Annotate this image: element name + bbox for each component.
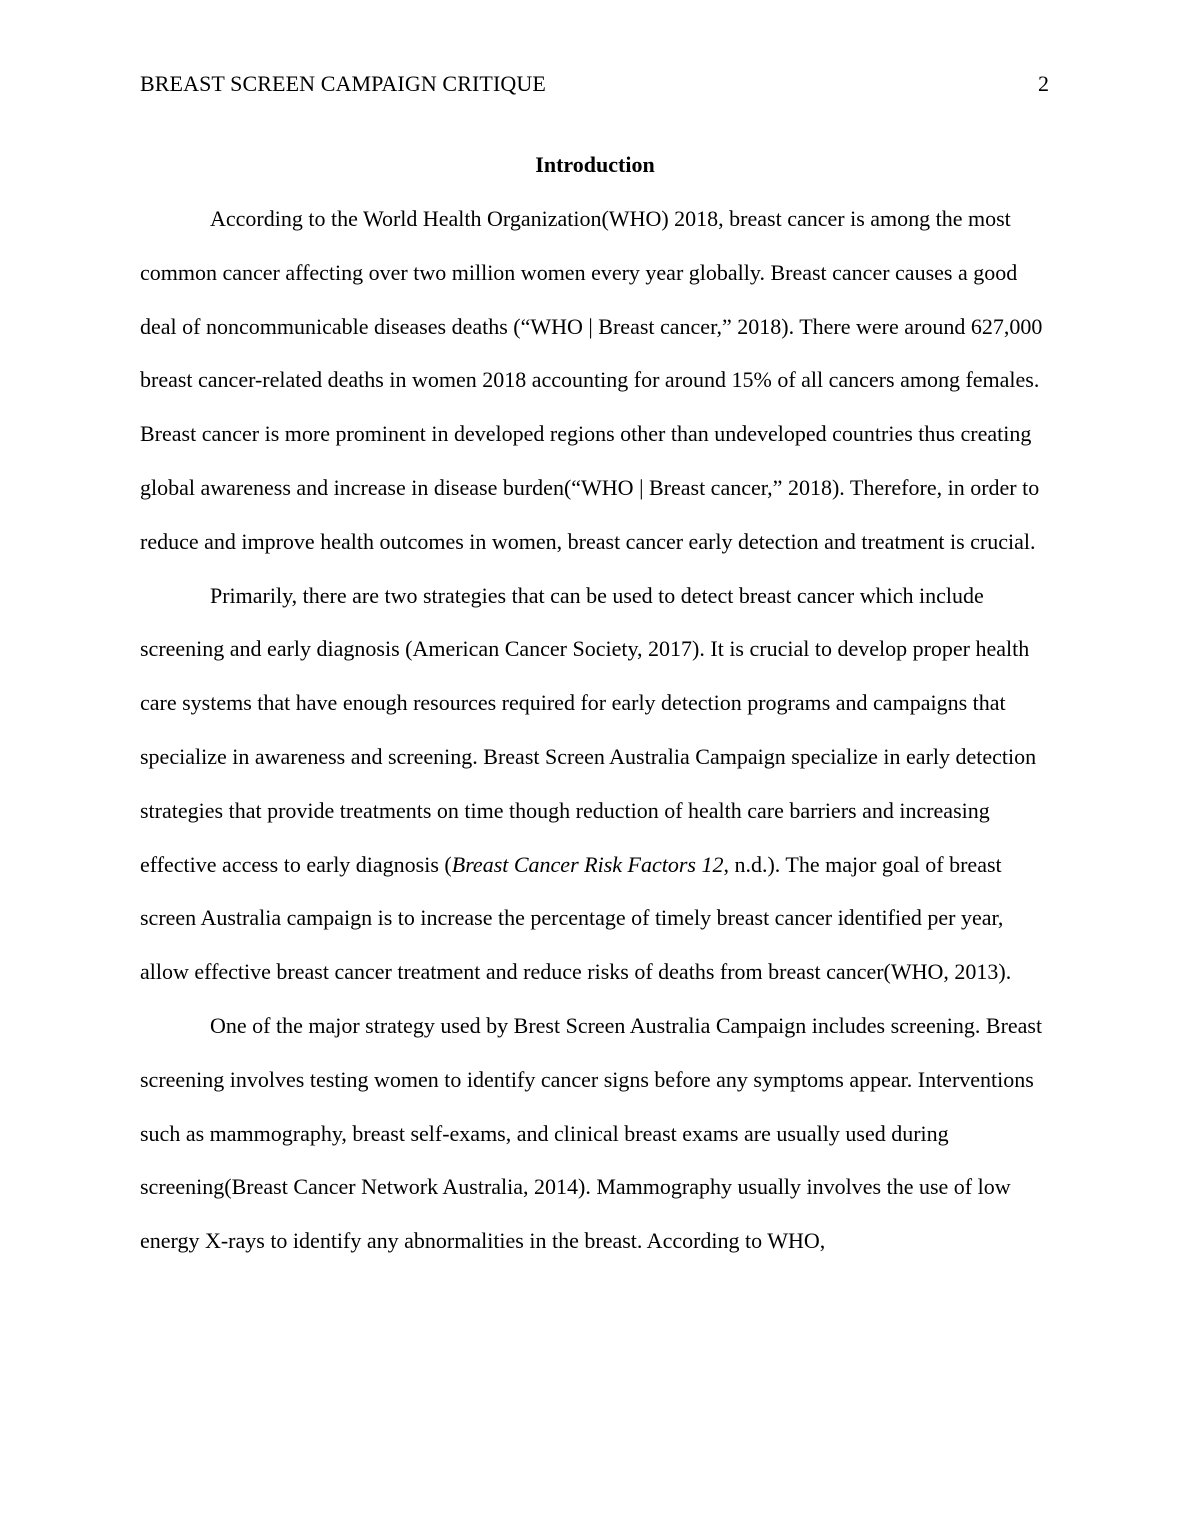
paragraph-2-text-before: Primarily, there are two strategies that can be used to detect breast cancer which include screening and early diagnosis (American Cancer Society, 2017). It is crucial to develop proper health care systems that have enough resources required for early detection programs and campaigns that specialize in awareness and screening. Breast Screen Australia Campaign specialize in early detection strategies that provide treatments on time though reduction of health care barriers and increasing effective access to early diagnosis ( [140, 582, 1037, 877]
paragraph-2-text-after: , n.d.). The major goal of breast screen Australia campaign is to increase the percentage of timely breast cancer identified per year, allow effective breast cancer treatment and reduce risks of deaths from breast cancer(WHO, 2013). [140, 851, 1012, 985]
page-number: 2 [1038, 71, 1049, 96]
running-head: BREAST SCREEN CAMPAIGN CRITIQUE [140, 71, 546, 96]
paragraph-2-citation-title: Breast Cancer Risk Factors 12 [451, 851, 724, 877]
paragraph-2 [140, 569, 1050, 999]
paragraph-3: One of the major strategy used by Brest Screen Australia Campaign includes screening. Breast screening involves testing women to identify cancer signs before any symptoms appear. Interventions such as mammography, breast self-exams, and clinical breast exams are usually used during screening(Breast Cancer Network Australia, 2014). Mammography usually involves the use of low energy X-rays to identify any abnormalities in the breast. According to WHO, [140, 1012, 1043, 1254]
document-body [140, 150, 1050, 1268]
paragraph-1: According to the World Health Organization(WHO) 2018, breast cancer is among the most common cancer affecting over two million women every year globally. Breast cancer causes a good deal of noncommunicable diseases deaths (“WHO | Breast cancer,” 2018). There were around 627,000 breast cancer-related deaths in women 2018 accounting for around 15% of all cancers among females. Breast cancer is more prominent in developed regions other than undeveloped countries thus creating global awareness and increase in disease burden(“WHO | Breast cancer,” 2018). Therefore, in order to reduce and improve health outcomes in women, breast cancer early detection and treatment is crucial. [140, 206, 1043, 554]
section-title: Introduction [535, 152, 655, 177]
